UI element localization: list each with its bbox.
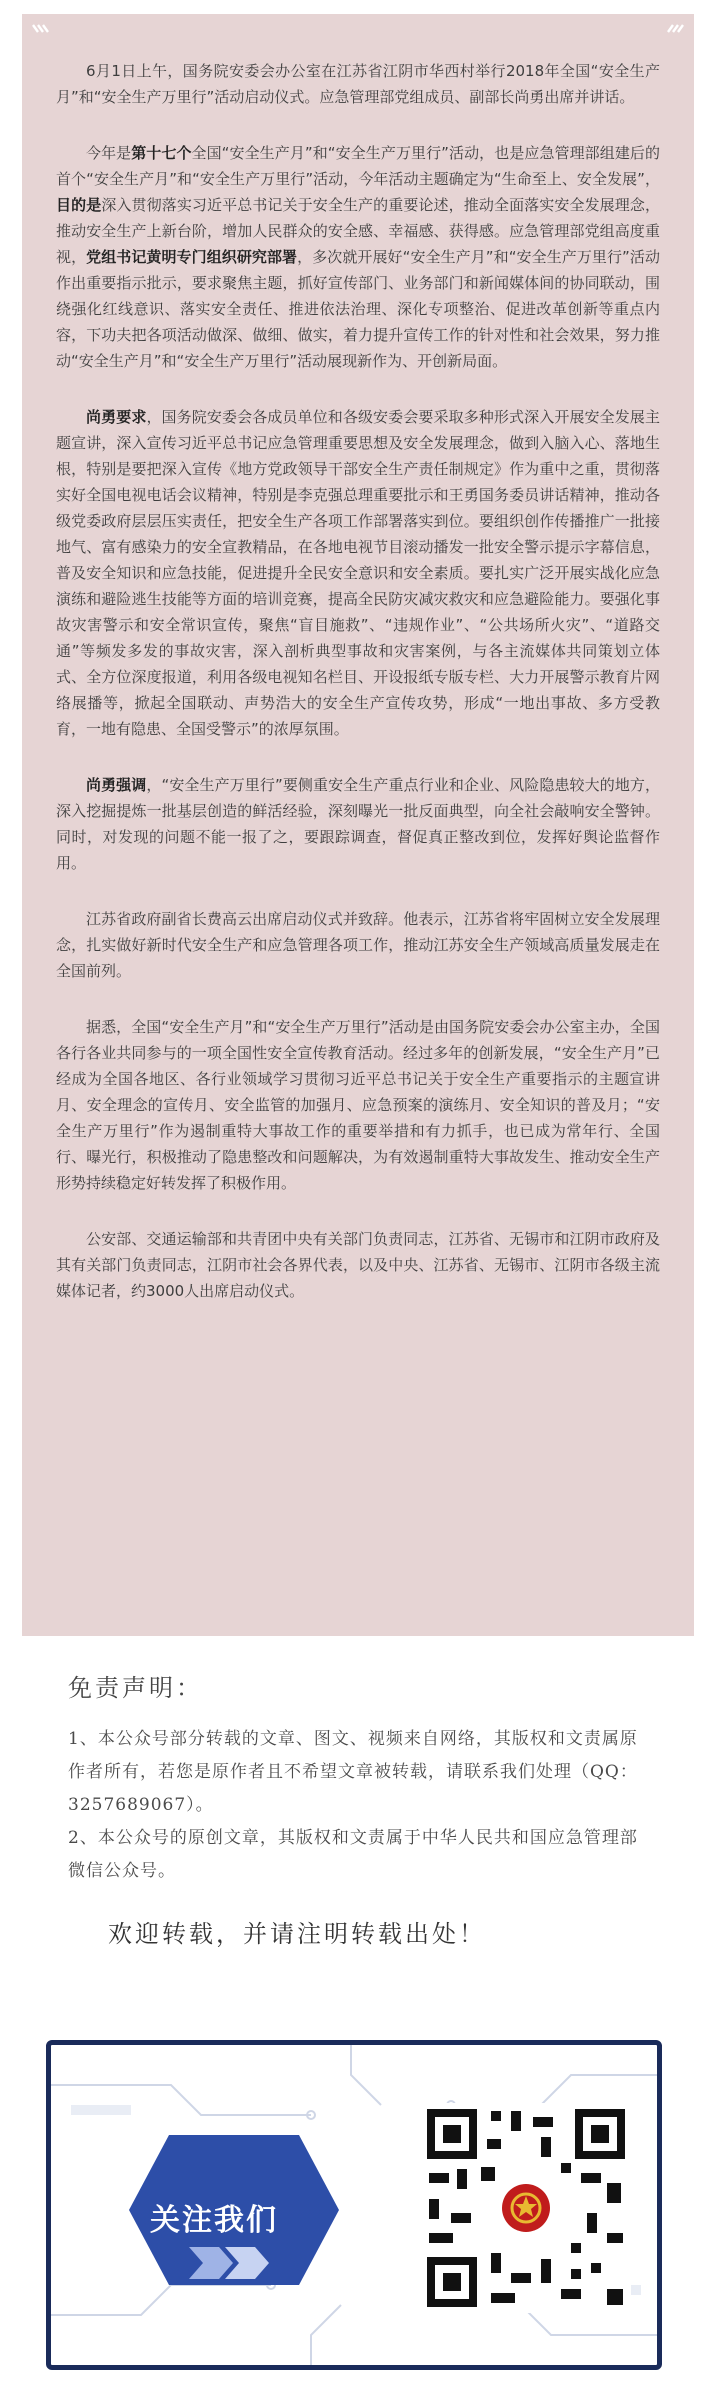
- highlight-text: 尚勇强调: [86, 776, 147, 794]
- article-paragraph: [56, 404, 660, 742]
- follow-us-card[interactable]: [46, 2040, 662, 2370]
- article-paragraph: [56, 1014, 660, 1196]
- highlight-text: 目的是: [56, 196, 102, 214]
- paragraph-text: ，国务院安委会各成员单位和各级安委会要采取多种形式深入开展安全发展主题宣讲，深入宣传习近平总书记应急管理重要思想及安全发展理念，做到入脑入心、落地生根，特别是要把深入宣传《地方党政领导干部安全生产责任制规定》作为重中之重，贯彻落实好全国电视电话会议精神，特别是李克强总理重要批示和王勇国务委员讲话精神，推动各级党委政府层层压实责任，把安全生产各项工作部署落实到位。要组织创作传播推广一批接地气、富有感染力的安全宣教精品，在各地电视节目滚动播发一批安全警示提示字幕信息，普及安全知识和应急技能，促进提升全民安全意识和安全素质。要扎实广泛开展实战化应急演练和避险逃生技能等方面的培训竞赛，提高全民防灾减灾救灾和应急避险能力。要强化事故灾害警示和安全常识宣传，聚焦“盲目施救”、“违规作业”、“公共场所火灾”、“道路交通”等频发多发的事故灾害，深入剖析典型事故和灾害案例，与各主流媒体共同策划立体式、全方位深度报道，利用各级电视知名栏目、开设报纸专版专栏、大力开展警示教育片网络展播等，掀起全国联动、声势浩大的安全生产宣传攻势，形成“一地出事故、多方受教育，一地有隐患、全国受警示”的浓厚氛围。: [56, 408, 660, 738]
- paragraph-text: 深入贯彻落实习近平总书记关于安全生产的重要论述，推动全面落实安全发展理念，推动安全生产上新台阶，增加人民群众的安全感、幸福感、获得感。应急管理部党组高度重视，: [56, 196, 660, 266]
- highlight-text: 尚勇要求: [86, 408, 147, 426]
- highlight-text: 第十七个: [131, 144, 192, 162]
- article-body: [56, 58, 660, 1304]
- paragraph-text: ，“安全生产万里行”要侧重安全生产重点行业和企业、风险隐患较大的地方，深入挖掘提炼一批基层创造的鲜活经验，深刻曝光一批反面典型，向全社会敲响安全警钟。同时，对发现的问题不能一报了之，要跟踪调查，督促真正整改到位，发挥好舆论监督作用。: [56, 776, 660, 872]
- follow-us-label: 关注我们: [150, 2203, 278, 2238]
- disclaimer-title: 免责声明：: [68, 1674, 203, 1702]
- paragraph-text: 全国“安全生产月”和“安全生产万里行”活动，也是应急管理部组建后的首个“安全生产月”和“安全生产万里行”活动，今年活动主题确定为“生命至上、安全发展”，: [56, 144, 660, 188]
- paragraph-text: 今年是: [86, 144, 132, 162]
- reprint-welcome: 欢迎转载，并请注明转载出处！: [108, 1920, 486, 1948]
- article-paragraph: [56, 140, 660, 374]
- disclaimer: [68, 1668, 648, 1949]
- article-panel: [22, 14, 694, 1636]
- paragraph-text: 江苏省政府副省长费高云出席启动仪式并致辞。他表示，江苏省将牢固树立安全发展理念，扎实做好新时代安全生产和应急管理各项工作，推动江苏安全生产领域高质量发展走在全国前列。: [56, 910, 660, 980]
- paragraph-text: 据悉，全国“安全生产月”和“安全生产万里行”活动是由国务院安委会办公室主办，全国各行各业共同参与的一项全国性安全宣传教育活动。经过多年的创新发展，“安全生产月”已经成为全国各地区、各行业领域学习贯彻习近平总书记关于安全生产重要指示的主题宣讲月、安全理念的宣传月、安全监管的加强月、应急预案的演练月、安全知识的普及月；“安全生产万里行”作为遏制重特大事故工作的重要举措和有力抓手，也已成为常年行、全国行、曝光行，积极推动了隐患整改和问题解决，为有效遏制重特大事故发生、推动安全生产形势持续稳定好转发挥了积极作用。: [56, 1018, 660, 1192]
- article-paragraph: [56, 772, 660, 876]
- corner-quote-right-icon: [662, 22, 688, 48]
- article-paragraph: [56, 58, 660, 110]
- paragraph-text: 6月1日上午，国务院安委会办公室在江苏省江阴市华西村举行2018年全国“安全生产月”和“安全生产万里行”活动启动仪式。应急管理部党组成员、副部长尚勇出席并讲话。: [56, 62, 660, 106]
- paragraph-text: 公安部、交通运输部和共青团中央有关部门负责同志，江苏省、无锡市和江阴市政府及其有关部门负责同志，江阴市社会各界代表，以及中央、江苏省、无锡市、江阴市各级主流媒体记者，约3000人出席启动仪式。: [56, 1230, 660, 1300]
- corner-quote-left-icon: [28, 22, 54, 48]
- paragraph-text: ，多次就开展好“安全生产月”和“安全生产万里行”活动作出重要指示批示，要求聚焦主题，抓好宣传部门、业务部门和新闻媒体间的协同联动，围绕强化红线意识、落实安全责任、推进依法治理、深化专项整治、促进改革创新等重点内容，下功夫把各项活动做深、做细、做实，着力提升宣传工作的针对性和社会效果，努力推动“安全生产月”和“安全生产万里行”活动展现新作为、开创新局面。: [56, 248, 660, 370]
- disclaimer-item: 1、本公众号部分转载的文章、图文、视频来自网络，其版权和文责属原作者所有，若您是原作者且不希望文章被转载，请联系我们处理（QQ：3257689067）。: [68, 1729, 638, 1815]
- highlight-text: 党组书记黄明专门组织研究部署: [86, 248, 298, 266]
- disclaimer-item: 2、本公众号的原创文章，其版权和文责属于中华人民共和国应急管理部微信公众号。: [68, 1828, 638, 1881]
- article-paragraph: [56, 1226, 660, 1304]
- article-paragraph: [56, 906, 660, 984]
- qr-code-icon[interactable]: [421, 2103, 631, 2313]
